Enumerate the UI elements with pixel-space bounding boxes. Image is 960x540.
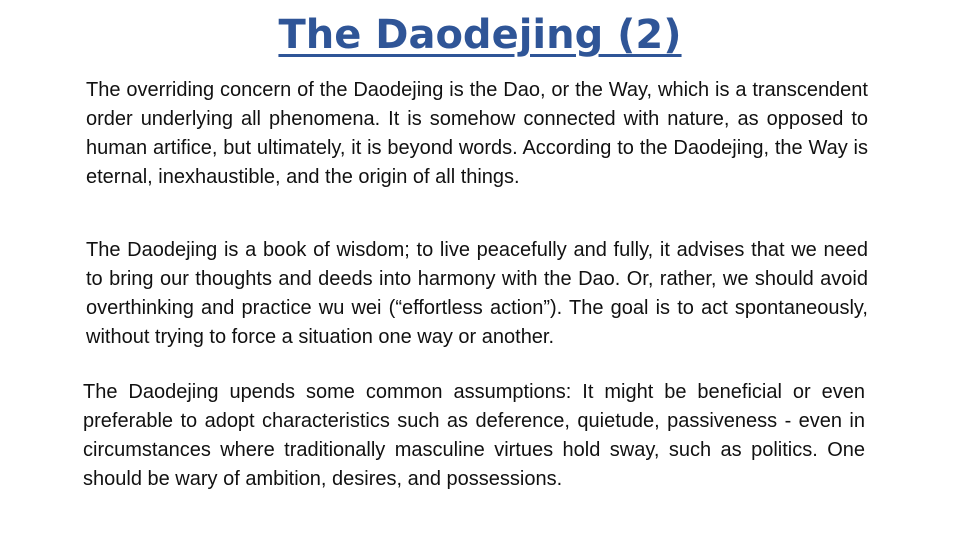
paragraph-book-of-wisdom: The Daodejing is a book of wisdom; to live peacefully and fully, it advises that we need to bring our thoughts and deeds into harmony with the Dao. Or, rather, we should avoid overthinking and practice wu wei (“effortless action”). The goal is to act spontaneously, without trying to force a situation one way or another. — [86, 239, 868, 348]
slide-title: The Daodejing (2) — [278, 12, 682, 58]
paragraph-assumptions: The Daodejing upends some common assumptions: It might be beneficial or even preferable to adopt characteristics such as deference, quietude, passiveness - even in circumstances where traditionally masculine virtues hold sway, such as politics. One should be wary of ambition, desires, and possessions. — [83, 381, 865, 490]
paragraph-dao-concern: The overriding concern of the Daodejing is the Dao, or the Way, which is a transcendent order underlying all phenomena. It is somehow connected with nature, as opposed to human artifice, but ultimately, it is beyond words. According to the Daodejing, the Way is eternal, inexhaustible, and the origin of all things. — [86, 79, 868, 188]
